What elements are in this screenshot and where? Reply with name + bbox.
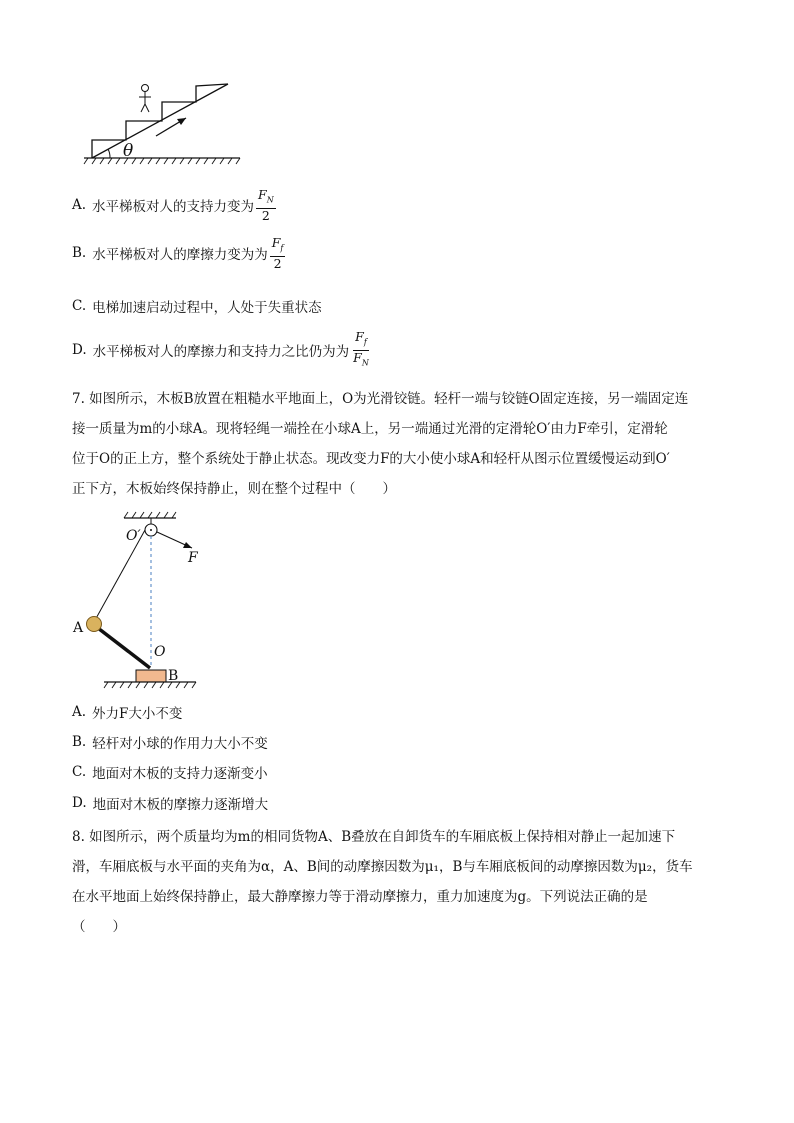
q7-line: 接一质量为m的小球A。现将轻绳一端拴在小球A上，另一端通过光滑的定滑轮O′由力F牵引，定滑轮 bbox=[72, 421, 668, 437]
q7-option-a[interactable] bbox=[72, 702, 182, 722]
fraction: $\frac{F_f}{2}$ bbox=[271, 235, 284, 271]
q7-line: 正下方，木板始终保持静止，则在整个过程中（ ） bbox=[72, 481, 396, 497]
option-text: 水平梯板对人的摩擦力和支持力之比仍为为 bbox=[92, 344, 350, 360]
option-label: D. bbox=[72, 795, 87, 811]
ball-label: A bbox=[73, 620, 84, 636]
board-label: B bbox=[168, 668, 179, 684]
option-text: 轻杆对小球的作用力大小不变 bbox=[92, 736, 268, 752]
option-label: C. bbox=[72, 298, 87, 314]
q7-option-c[interactable] bbox=[72, 762, 268, 782]
q6-option-c[interactable] bbox=[72, 296, 322, 316]
q6-option-b[interactable] bbox=[72, 236, 285, 271]
q6-option-a[interactable] bbox=[72, 188, 276, 223]
option-label: C. bbox=[72, 764, 87, 780]
option-text: 外力F大小不变 bbox=[92, 706, 183, 722]
q7-line: 位于O的正上方，整个系统处于静止状态。现改变力F的大小使小球A和轻杆从图示位置缓慢运动到O′ bbox=[72, 451, 670, 467]
board-b bbox=[136, 670, 166, 682]
option-label: A. bbox=[72, 704, 87, 720]
q7-option-b[interactable] bbox=[72, 732, 268, 752]
option-text: 水平梯板对人的支持力变为 bbox=[92, 199, 255, 216]
person-icon bbox=[139, 85, 151, 113]
hinge-label: O bbox=[154, 644, 166, 660]
pulley-label: O′ bbox=[126, 528, 141, 544]
option-text: 地面对木板的摩擦力逐渐增大 bbox=[92, 797, 269, 813]
force-label: F bbox=[188, 550, 198, 566]
q7-option-d[interactable] bbox=[72, 793, 268, 813]
option-label: A. bbox=[72, 197, 87, 214]
escalator-figure bbox=[82, 78, 244, 168]
q6-option-d[interactable] bbox=[72, 330, 371, 370]
pulley-rod-figure bbox=[70, 510, 210, 690]
q7-stem bbox=[72, 384, 722, 504]
option-text: 地面对木板的支持力逐渐变小 bbox=[92, 766, 268, 782]
option-label: D. bbox=[72, 342, 87, 358]
option-label: B. bbox=[72, 245, 87, 262]
q8-stem bbox=[72, 822, 722, 942]
q8-line: （ ） bbox=[72, 919, 126, 935]
q8-line: 8. 如图所示，两个质量均为m的相同货物A、B叠放在自卸货车的车厢底板上保持相对静止一起加速下 bbox=[72, 829, 676, 845]
q7-line: 7. 如图所示，木板B放置在粗糙水平地面上，O为光滑铰链。轻杆一端与铰链O固定连接，另一端固定连 bbox=[72, 391, 689, 407]
fraction: $\frac{F_N}{2}$ bbox=[258, 187, 274, 223]
angle-theta-label: θ bbox=[123, 141, 134, 161]
ball-a bbox=[87, 617, 102, 632]
option-text: 电梯加速启动过程中，人处于失重状态 bbox=[92, 300, 322, 316]
fraction: $\frac{F_f}{F_N}$ bbox=[353, 329, 369, 367]
option-text: 水平梯板对人的摩擦力变为为 bbox=[92, 247, 268, 264]
option-label: B. bbox=[72, 734, 87, 750]
q8-line: 滑，车厢底板与水平面的夹角为α，A、B间的动摩擦因数为μ₁，B与车厢底板间的动摩擦因数为μ₂，货车 bbox=[72, 859, 693, 875]
q8-line: 在水平地面上始终保持静止，最大静摩擦力等于滑动摩擦力，重力加速度为g。下列说法正确的是 bbox=[72, 889, 648, 905]
